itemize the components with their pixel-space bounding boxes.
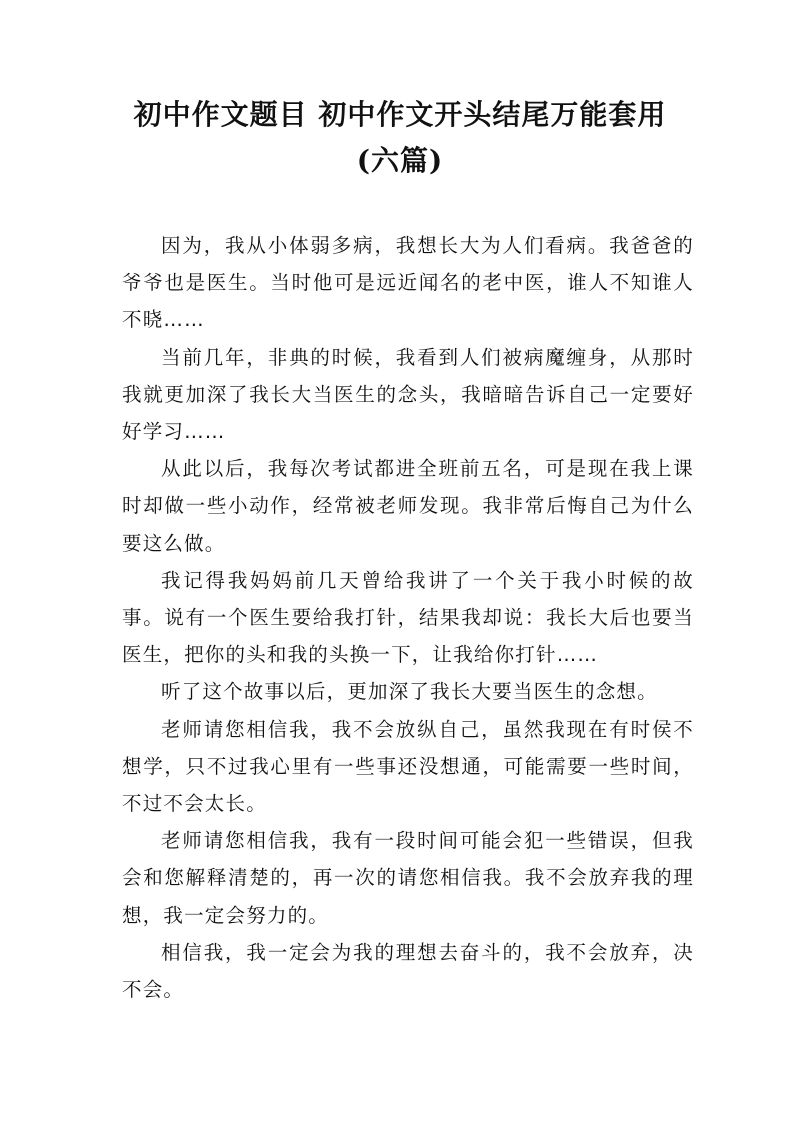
title-line-2: (六篇) [356,144,444,177]
document-title [96,92,704,184]
paragraph-3: 从此以后，我每次考试都进全班前五名，可是现在我上课时却做一些小动作，经常被老师发现。我非常后悔自己为什么要这么做。 [122,457,694,555]
paragraph-7: 老师请您相信我，我有一段时间可能会犯一些错误，但我会和您解释清楚的，再一次的请您相信我。我不会放弃我的理想，我一定会努力的。 [122,829,694,927]
paragraph-6: 老师请您相信我，我不会放纵自己，虽然我现在有时侯不想学，只不过我心里有一些事还没想通，可能需要一些时间，不过不会太长。 [122,717,694,816]
paragraph-8: 相信我，我一定会为我的理想去奋斗的，我不会放弃，决不会。 [122,940,694,1002]
document-body [122,227,694,1008]
paragraph-1: 因为，我从小体弱多病，我想长大为人们看病。我爸爸的爷爷也是医生。当时他可是远近闻名的老中医，谁人不知谁人不晓…… [122,234,694,332]
title-line-1: 初中作文题目 初中作文开头结尾万能套用 [133,98,667,131]
paragraph-2: 当前几年，非典的时候，我看到人们被病魔缠身，从那时我就更加深了我长大当医生的念头，我暗暗告诉自己一定要好好学习…… [122,345,694,444]
paragraph-5: 听了这个故事以后，更加深了我长大要当医生的念想。 [161,680,658,704]
paragraph-4: 我记得我妈妈前几天曾给我讲了一个关于我小时候的故事。说有一个医生要给我打针，结果我却说：我长大后也要当医生，把你的头和我的头换一下，让我给你打针…… [122,568,694,667]
